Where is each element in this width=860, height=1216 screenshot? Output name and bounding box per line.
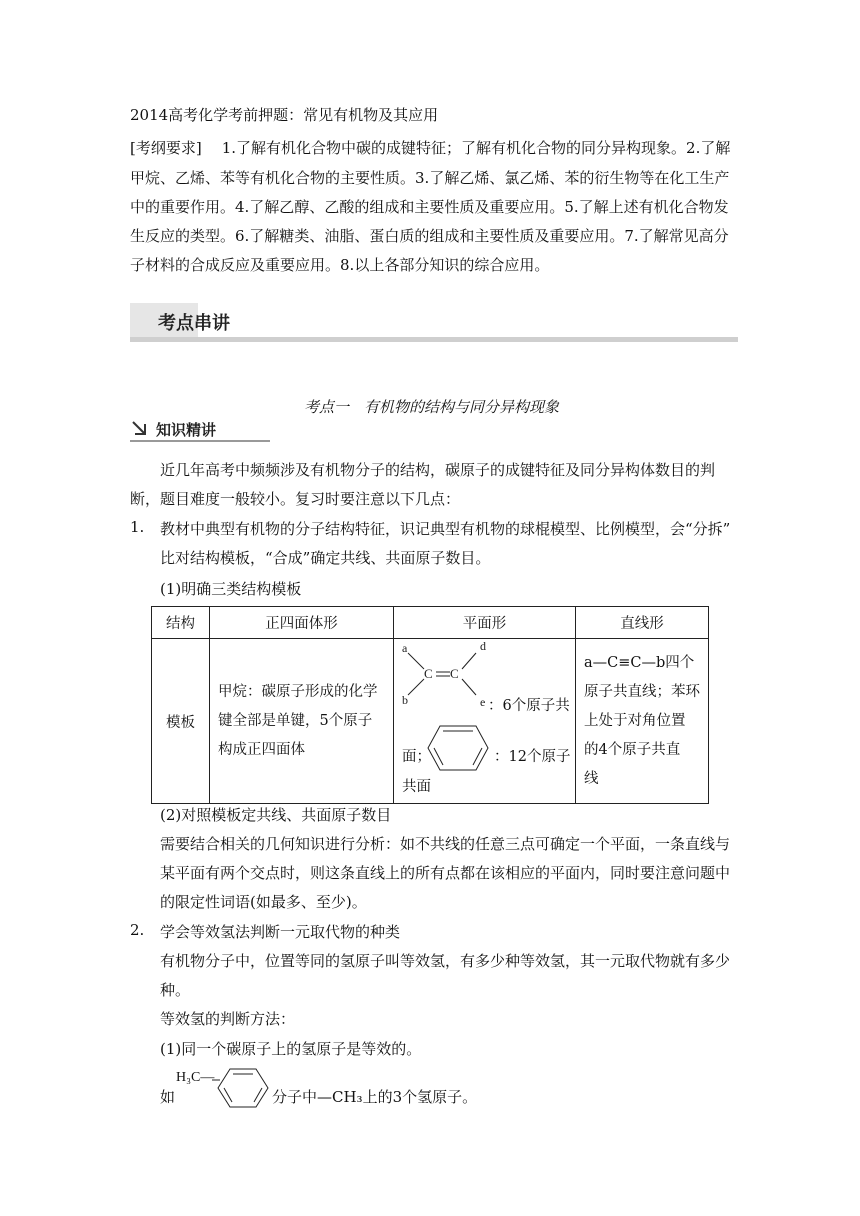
linear-line-3: 上处于对角位置 — [584, 712, 686, 729]
row-label-template: 模板 — [152, 639, 210, 804]
requirements-text-1: 1.了解有机化合物中碳的成键特征；了解有机化合物的同分异构现象。2.了解 — [221, 139, 731, 157]
requirements-line-5: 子材料的合成反应及重要应用。8.以上各部分知识的综合应用。 — [130, 256, 550, 274]
atom-label-a: a — [402, 641, 408, 655]
ethylene-note: ：6个原子共 — [488, 698, 570, 714]
item1-line-2: 比对结构模板，“合成”确定共线、共面原子数目。 — [160, 549, 491, 567]
item2-body-line-1: 有机物分子中，位置等同的氢原子叫等效氢，有多少种等效氢，其一元取代物就有多少 — [160, 952, 731, 970]
linear-line-4: 的4个原子共直 — [584, 741, 681, 758]
requirements-line-1 — [130, 137, 730, 158]
structure-template-table — [151, 606, 709, 804]
item1-sub1: (1)明确三类结构模板 — [160, 580, 302, 598]
topic-title: 考点一 有机物的结构与同分异构现象 — [304, 398, 560, 416]
benzene-ring-diagram — [424, 722, 492, 774]
item1-sub2: (2)对照模板定共线、共面原子数目 — [160, 806, 392, 824]
section-title: 考点串讲 — [158, 313, 230, 334]
arrow-icon — [130, 419, 150, 439]
atom-label-b: b — [402, 693, 408, 707]
cell-tetrahedral — [210, 639, 394, 804]
item2-body-line-2: 种。 — [160, 981, 191, 999]
item2-method: 等效氢的判断方法： — [160, 1010, 296, 1028]
linear-line-5: 线 — [584, 770, 599, 787]
item1-line-1: 教材中典型有机物的分子结构特征，识记典型有机物的球棍模型、比例模型，会“分拆” — [160, 520, 731, 538]
benzene-note: ：12个原子 — [494, 749, 571, 765]
section-banner — [130, 303, 738, 343]
header-structure: 结构 — [152, 607, 210, 639]
atom-label-c1: C — [424, 666, 433, 681]
subsection-title: 知识精讲 — [156, 421, 217, 439]
header-tetrahedral: 正四面体形 — [210, 607, 394, 639]
requirements-line-4: 生反应的类型。6.了解糖类、油脂、蛋白质的组成和主要性质及重要应用。7.了解常见高分 — [130, 227, 729, 245]
item1-number: 1. — [130, 518, 145, 536]
benzene-prefix: 面； — [402, 749, 431, 765]
item2-rule1: (1)同一个碳原子上的氢原子是等效的。 — [160, 1040, 422, 1058]
item1-sub2-line-3: 的限定性词语(如最多、至少)。 — [160, 893, 367, 911]
requirements-line-3: 中的重要作用。4.了解乙醇、乙酸的组成和主要性质及重要应用。5.了解上述有机化合物发 — [130, 198, 729, 216]
item2-number: 2. — [130, 921, 145, 939]
ethylene-structure-diagram — [394, 639, 489, 711]
linear-line-2: 原子共直线；苯环 — [584, 683, 700, 700]
header-linear: 直线形 — [576, 607, 709, 639]
linear-line-1: a—C≡C—b四个 — [584, 654, 695, 671]
example-h3c-label: H₃C— — [176, 1070, 215, 1085]
cell-linear — [576, 639, 709, 804]
intro-line-2: 断，题目难度一般较小。复习时要注意以下几点： — [130, 490, 461, 508]
benzene-suffix: 共面 — [402, 779, 431, 795]
item1-sub2-line-1: 需要结合相关的几何知识进行分析：如不共线的任意三点可确定一个平面，一条直线与 — [160, 835, 731, 853]
atom-label-c2: C — [450, 666, 459, 681]
item1-sub2-line-2: 某平面有两个交点时，则这条直线上的所有点都在该相应的平面内，同时要注意问题中 — [160, 864, 731, 882]
cell-planar — [394, 639, 576, 804]
example-prefix: 如 — [160, 1088, 176, 1106]
toluene-ring-diagram — [212, 1066, 272, 1110]
requirements-label: [考纲要求] — [130, 139, 202, 157]
atom-label-e: e — [480, 695, 486, 709]
tetra-line-1: 甲烷：碳原子形成的化学 — [218, 683, 378, 700]
doc-title: 2014高考化学考前押题：常见有机物及其应用 — [130, 106, 439, 124]
subsection-heading — [130, 417, 270, 443]
tetra-line-2: 键全部是单键，5个原子 — [218, 712, 373, 729]
banner-bar — [130, 337, 738, 342]
tetra-line-3: 构成正四面体 — [218, 741, 305, 758]
atom-label-d: d — [480, 639, 486, 653]
header-planar: 平面形 — [394, 607, 576, 639]
item2-line: 学会等效氢法判断一元取代物的种类 — [160, 923, 401, 941]
subsection-rule — [130, 440, 270, 442]
requirements-line-2: 甲烷、乙烯、苯等有机化合物的主要性质。3.了解乙烯、氯乙烯、苯的衍生物等在化工生产 — [130, 169, 730, 187]
intro-line-1: 近几年高考中频频涉及有机物分子的结构，碳原子的成键特征及同分异构体数目的判 — [160, 461, 716, 479]
example-suffix: 分子中—CH₃上的3个氢原子。 — [272, 1088, 478, 1106]
